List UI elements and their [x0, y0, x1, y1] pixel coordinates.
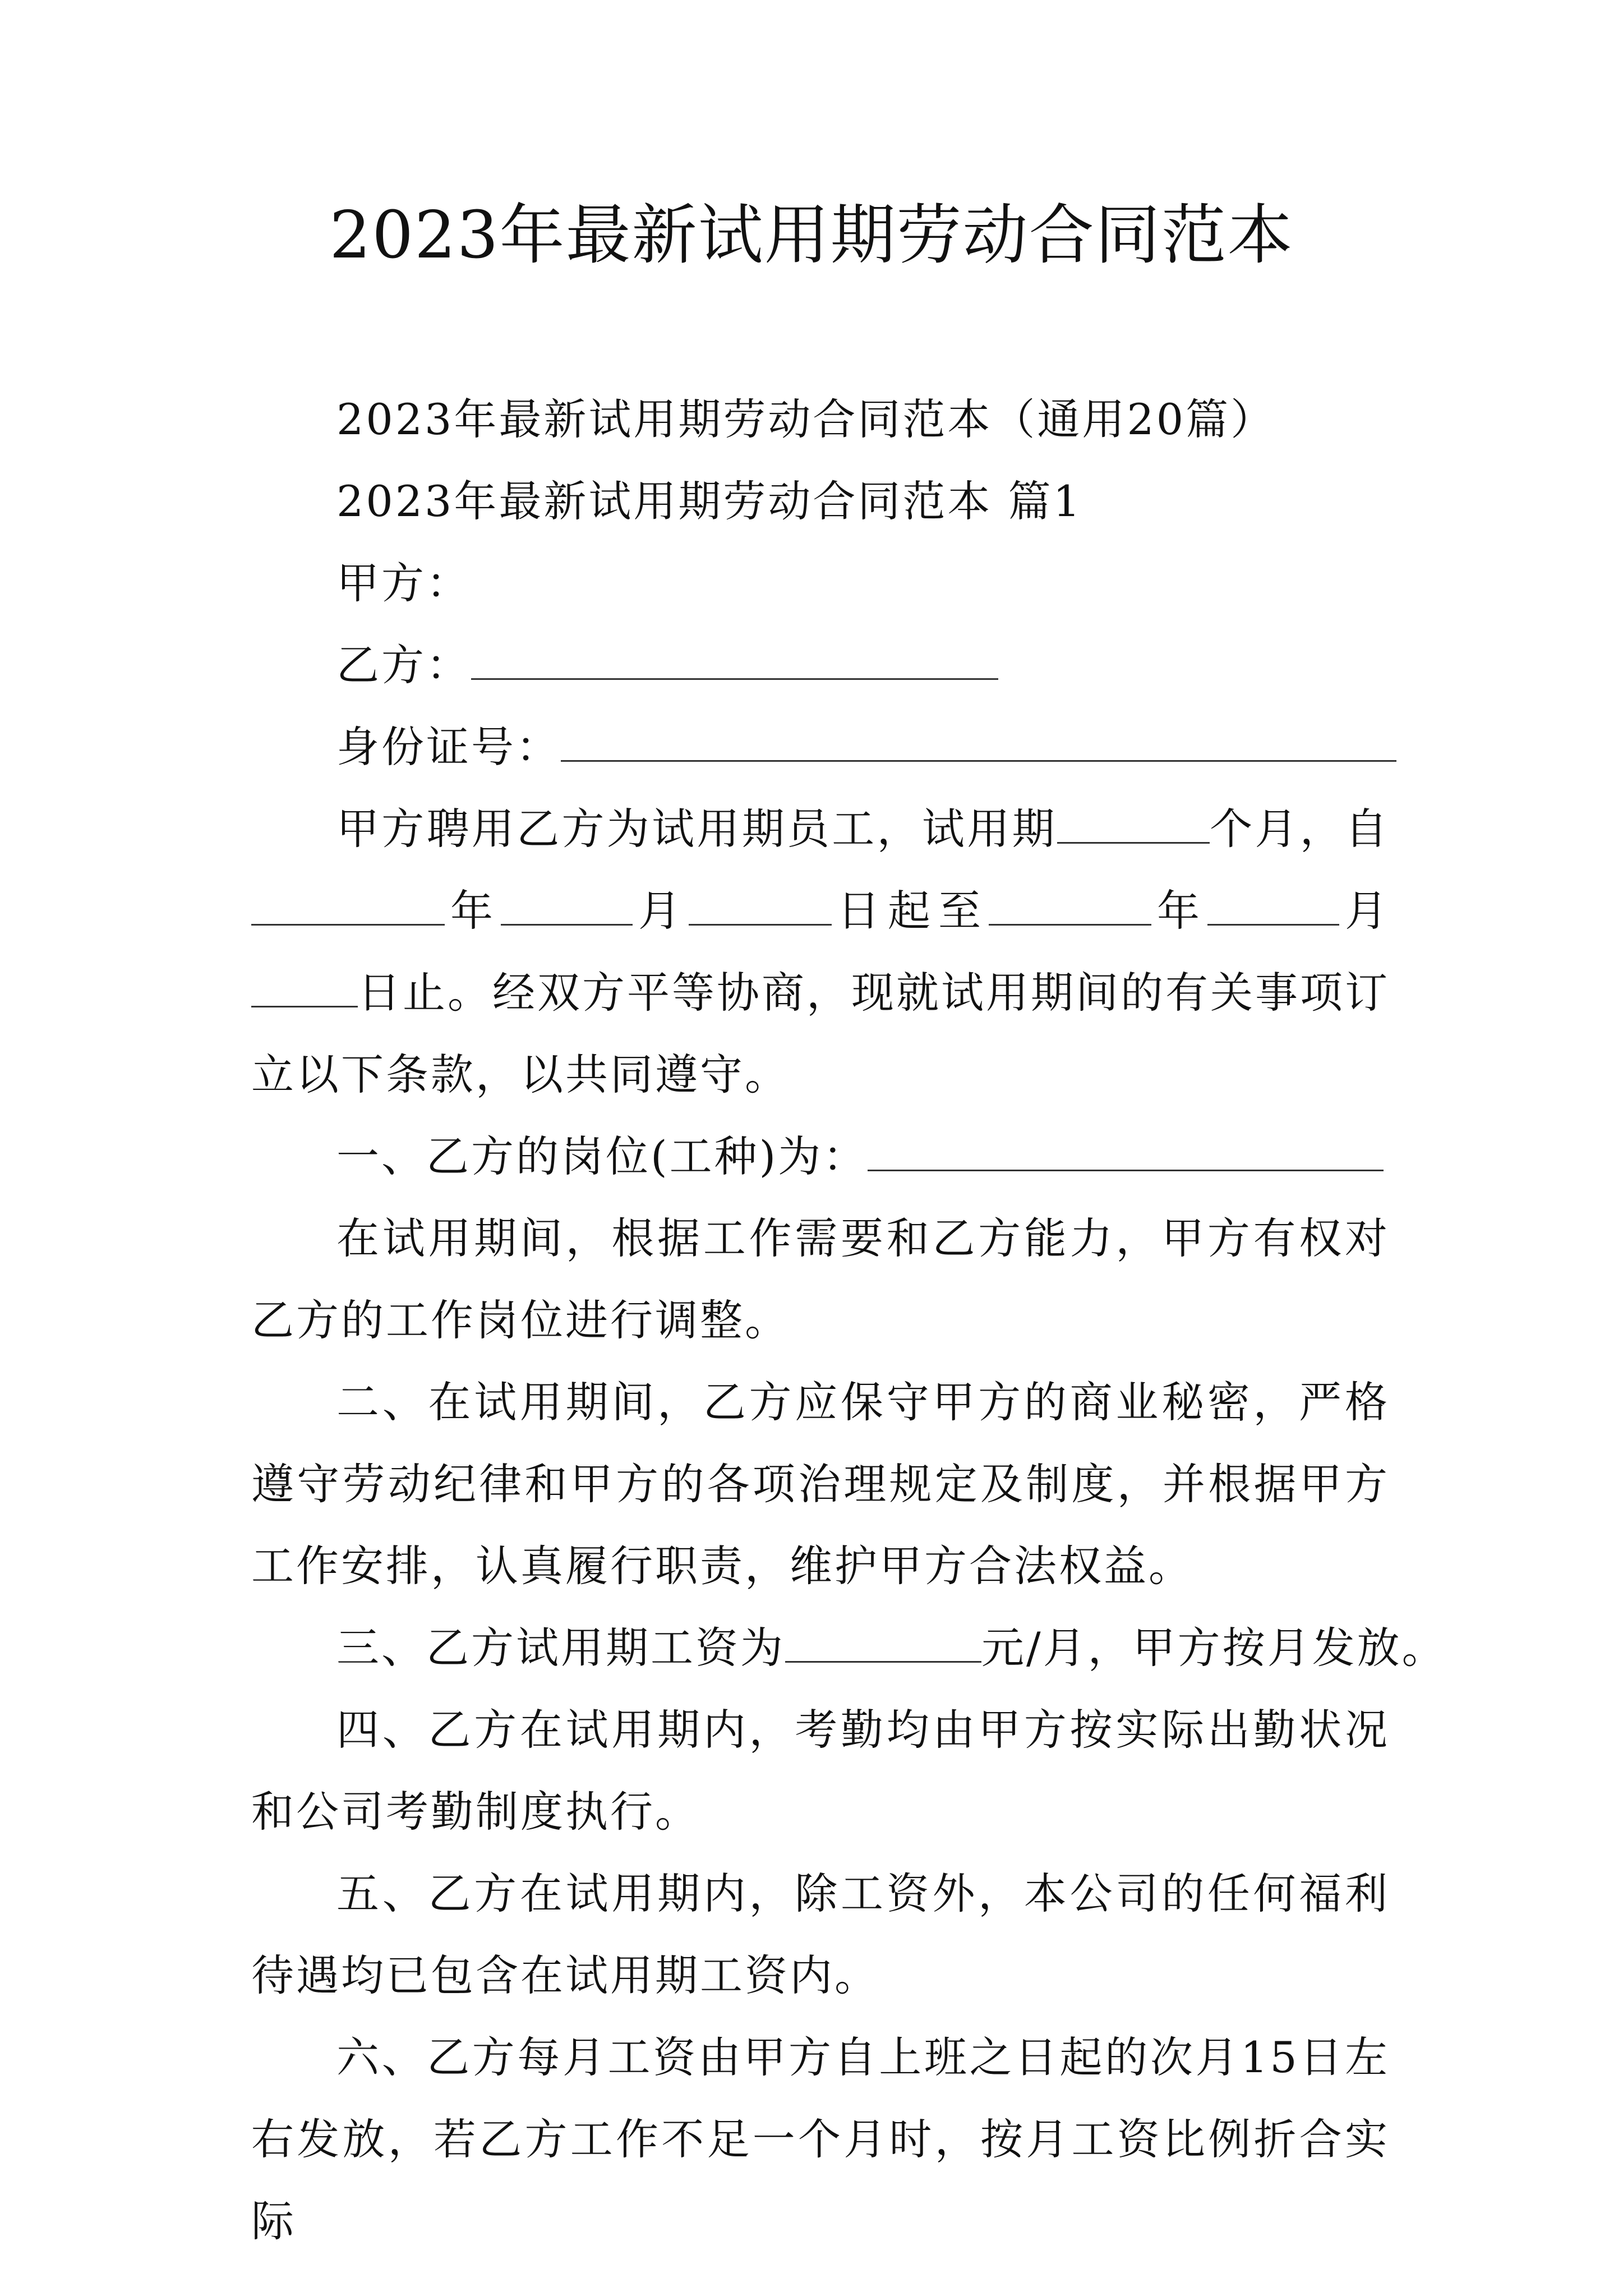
id-number-blank[interactable] — [561, 725, 1396, 762]
document-body — [251, 379, 1447, 2262]
clause-5: 五、乙方在试用期内，除工资外，本公司的任何福利待遇均已包含在试用期工资内。 — [251, 1869, 1390, 2000]
intro-part2: 个月，自 — [1209, 804, 1390, 854]
clause-2: 二、在试用期间，乙方应保守甲方的商业秘密，严格遵守劳动纪律和甲方的各项治理规定及制度，并根据甲方工作安排，认真履行职责，维护甲方合法权益。 — [251, 1377, 1390, 1591]
day-from-label: 日起至 — [832, 886, 989, 936]
start-day-blank[interactable] — [689, 889, 832, 926]
clause-1-label: 一、乙方的岗位(工种)为： — [336, 1131, 868, 1181]
document-title: 2023年最新试用期劳动合同范本 — [329, 197, 1294, 273]
party-b-line — [251, 624, 1390, 706]
intro-part3: 日止。经双方平等协商，现就试用期间的有关事项订立以下条款，以共同遵守。 — [251, 968, 1390, 1099]
section-heading: 2023年最新试用期劳动合同范本 篇1 — [336, 476, 1082, 526]
months-blank[interactable] — [1057, 807, 1210, 844]
end-day-blank[interactable] — [251, 971, 358, 1007]
party-b-label: 乙方： — [336, 640, 471, 690]
clause-4: 四、乙方在试用期内，考勤均由甲方按实际出勤状况和公司考勤制度执行。 — [251, 1705, 1390, 1837]
party-a-label: 甲方： — [336, 558, 471, 608]
year-label-2: 年 — [1151, 886, 1207, 936]
id-number-label: 身份证号： — [336, 722, 561, 772]
clause-3 — [251, 1607, 1447, 1689]
end-month-blank[interactable] — [1207, 889, 1339, 926]
end-year-blank[interactable] — [989, 889, 1151, 926]
month-label-2: 月 — [1339, 886, 1390, 936]
wage-blank[interactable] — [785, 1626, 981, 1663]
id-number-line — [251, 706, 1390, 788]
start-month-blank[interactable] — [501, 889, 633, 926]
clause-6: 六、乙方每月工资由甲方自上班之日起的次月15日左右发放，若乙方工作不足一个月时，按月工资比例折合实际 — [251, 2032, 1390, 2246]
intro-part1: 甲方聘用乙方为试用期员工，试用期 — [336, 804, 1057, 854]
position-blank[interactable] — [868, 1135, 1384, 1171]
document-subtitle: 2023年最新试用期劳动合同范本（通用20篇） — [336, 394, 1276, 444]
clause-1-line — [251, 1116, 1390, 1198]
clause-3-part1: 三、乙方试用期工资为 — [336, 1623, 785, 1673]
intro-paragraph — [251, 788, 1390, 1116]
party-b-blank[interactable] — [471, 643, 998, 680]
month-label-1: 月 — [633, 886, 689, 936]
start-year-blank[interactable] — [251, 889, 445, 926]
party-a-line — [251, 542, 1390, 624]
clause-1-text: 在试用期间，根据工作需要和乙方能力，甲方有权对乙方的工作岗位进行调整。 — [251, 1213, 1390, 1345]
year-label-1: 年 — [445, 886, 501, 936]
clause-3-part2: 元/月，甲方按月发放。 — [981, 1623, 1447, 1673]
